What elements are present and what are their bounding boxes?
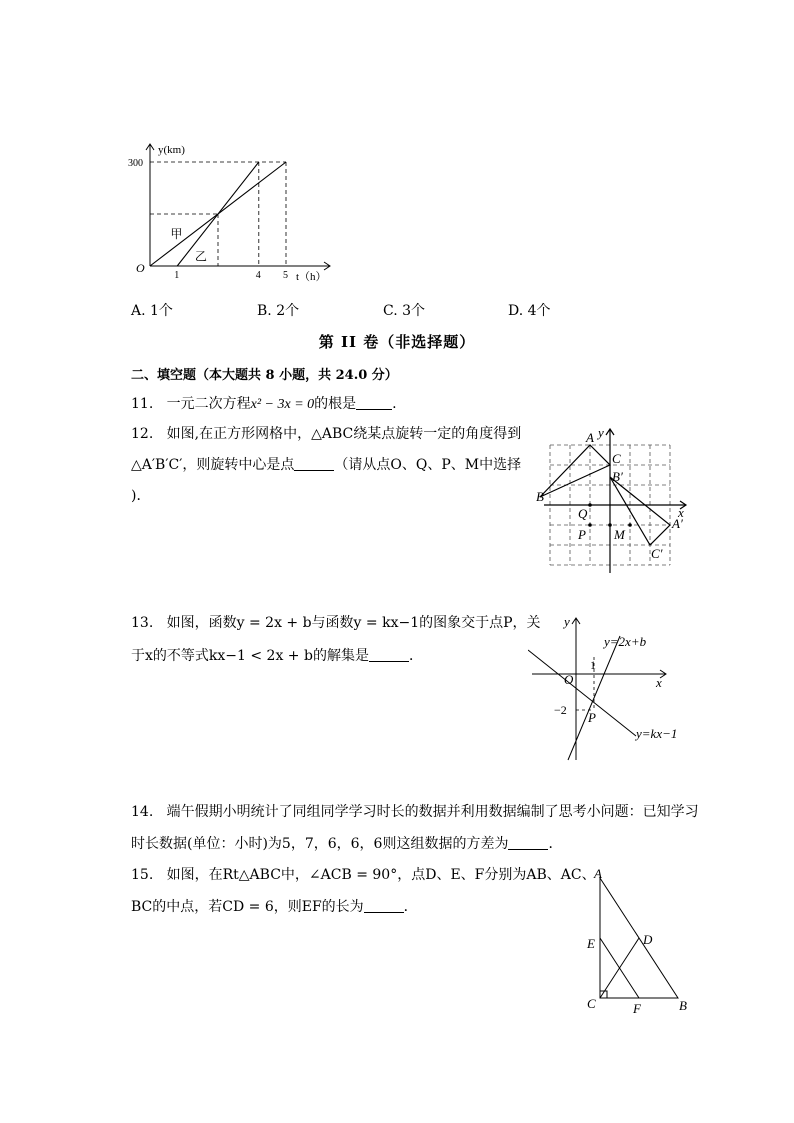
question-15-line2 bbox=[131, 897, 418, 917]
label-A: A bbox=[586, 430, 594, 445]
q13-answer-blank[interactable] bbox=[369, 647, 409, 662]
fig15-label-F: F bbox=[633, 1001, 641, 1016]
label-x: x bbox=[678, 505, 684, 520]
option-a[interactable]: A. 1个 bbox=[131, 303, 173, 319]
question-13-line1 bbox=[131, 613, 541, 633]
label-B-prime: B′ bbox=[612, 469, 623, 484]
fig13-label-P: P bbox=[588, 710, 596, 725]
fig13-tick-neg2: −2 bbox=[554, 703, 567, 717]
y-axis-label: y(km) bbox=[158, 144, 185, 156]
label-y: y bbox=[598, 425, 604, 440]
intersecting-lines-figure bbox=[528, 612, 698, 764]
part2-title: 第 II 卷（非选择题） bbox=[318, 333, 476, 351]
q12-text-line1: 如图,在正方形网格中，△ABC绕某点旋转一定的角度得到 bbox=[166, 426, 522, 442]
x-tick-1: 1 bbox=[174, 270, 180, 281]
q11-number: 11. bbox=[131, 396, 154, 412]
q14-text-line2a: 时长数据(单位：小时)为5，7，6，6，6则这组数据的方差为 bbox=[131, 836, 509, 852]
label-B: B bbox=[536, 489, 544, 504]
y-tick-300: 300 bbox=[128, 158, 143, 169]
q14-text-line1: 端午假期小明统计了同组同学学习时长的数据并利用数据编制了思考小问题：已知学习 bbox=[166, 804, 699, 820]
q13-text-line2b: ． bbox=[408, 648, 423, 664]
option-b[interactable]: B. 2个 bbox=[257, 303, 300, 319]
q15-number: 15. bbox=[131, 867, 154, 883]
q12-text-line3: )． bbox=[131, 488, 151, 504]
q14-text-line2b: ． bbox=[548, 836, 563, 852]
fig15-label-C: C bbox=[587, 996, 596, 1011]
question-15-line1 bbox=[131, 865, 596, 885]
label-M: M bbox=[614, 527, 625, 542]
q11-text-2: 的根是 bbox=[314, 396, 357, 412]
q13-number: 13. bbox=[131, 615, 154, 631]
q12-text-line2a: △A′B′C′，则旋转中心是点 bbox=[131, 457, 295, 473]
q15-text-line2b: ． bbox=[403, 899, 418, 915]
fig13-label-line2: y=kx−1 bbox=[636, 726, 678, 741]
q15-text-line2a: BC的中点，若CD = 6，则EF的长为 bbox=[131, 899, 364, 915]
q11-equation: x² − 3x = 0 bbox=[250, 397, 315, 412]
fig15-label-B: B bbox=[679, 998, 687, 1013]
x-tick-5: 5 bbox=[283, 270, 288, 281]
fig13-label-O: O bbox=[564, 672, 574, 687]
section-fill-in-heading: 二、填空题（本大题共 8 小题，共 24.0 分） bbox=[131, 368, 398, 383]
label-C-prime: C′ bbox=[651, 546, 663, 561]
right-triangle-figure bbox=[582, 864, 697, 1019]
q13-text-line1: 如图，函数y = 2x + b与函数y = kx−1的图象交于点P，关 bbox=[166, 615, 541, 631]
distance-time-chart bbox=[120, 138, 340, 283]
label-Q: Q bbox=[578, 506, 588, 521]
question-11 bbox=[131, 394, 397, 415]
q14-answer-blank[interactable] bbox=[508, 835, 548, 850]
q12-answer-blank[interactable] bbox=[294, 456, 334, 471]
q14-number: 14. bbox=[131, 804, 154, 820]
fig13-label-line1: y=2x+b bbox=[604, 634, 647, 649]
label-P: P bbox=[578, 527, 586, 542]
fig15-label-A: A bbox=[594, 866, 602, 881]
x-axis-label: t（h） bbox=[296, 271, 327, 283]
fig13-label-y: y bbox=[564, 614, 570, 629]
fig13-label-x: x bbox=[656, 675, 662, 690]
q11-text-1: 一元二次方程 bbox=[166, 396, 251, 412]
label-A-prime: A′ bbox=[672, 516, 683, 531]
q15-answer-blank[interactable] bbox=[364, 898, 404, 913]
origin-label: O bbox=[136, 261, 145, 275]
label-C: C bbox=[612, 451, 621, 466]
fig15-label-E: E bbox=[587, 936, 595, 951]
question-13-line2 bbox=[131, 646, 423, 666]
q11-answer-blank[interactable] bbox=[356, 395, 392, 410]
question-12-line2 bbox=[131, 455, 521, 475]
x-tick-4: 4 bbox=[255, 270, 261, 281]
option-c[interactable]: C. 3个 bbox=[383, 303, 426, 319]
q15-text-line1: 如图，在Rt△ABC中，∠ACB = 90°，点D、E、F分别为AB、AC、 bbox=[166, 867, 596, 883]
series-label-2: 乙 bbox=[194, 249, 207, 264]
q12-text-line2b: （请从点O、Q、P、M中选择 bbox=[334, 457, 522, 473]
question-14-line2 bbox=[131, 834, 562, 854]
option-d[interactable]: D. 4个 bbox=[508, 303, 551, 319]
question-14-line1 bbox=[131, 802, 699, 822]
fig15-label-D: D bbox=[643, 932, 653, 947]
rotation-grid-figure bbox=[532, 425, 697, 575]
q11-end: . bbox=[392, 396, 397, 412]
q13-text-line2a: 于x的不等式kx−1 < 2x + b的解集是 bbox=[131, 648, 369, 664]
series-label-1: 甲 bbox=[170, 227, 183, 241]
fig13-tick-1: 1 bbox=[590, 658, 596, 672]
q12-number: 12. bbox=[131, 426, 154, 442]
question-12-line1 bbox=[131, 424, 521, 444]
